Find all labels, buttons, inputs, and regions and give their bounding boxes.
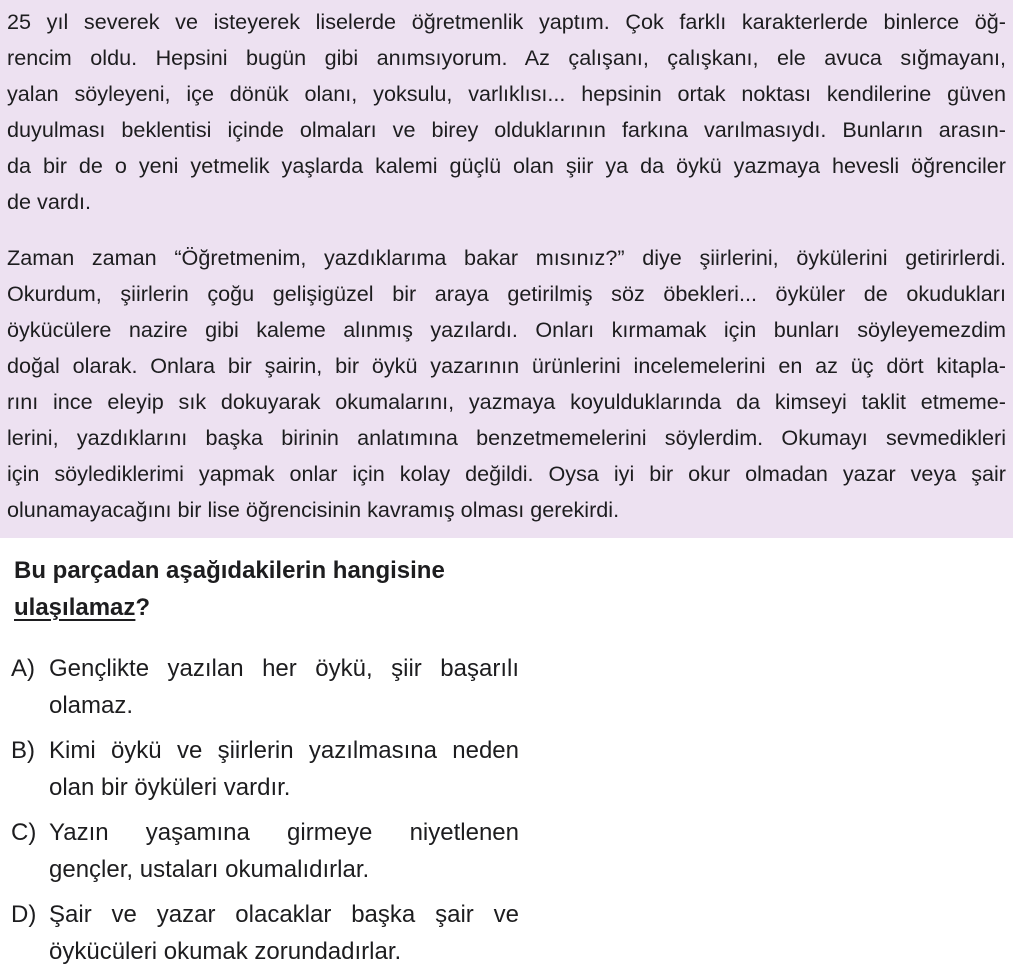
paragraph-line: lerini, yazdıklarını başka birinin anlatımına benzetmemelerini söylerdim. Okumayı sevmedikleri — [7, 425, 1006, 450]
question-line-2 — [14, 589, 534, 626]
paragraph-line: için söylediklerimi yapmak onlar için kolay değildi. Oysa iyi bir okur olmadan yazar veya şair — [7, 461, 1006, 486]
paragraph-line: yalan söyleyeni, içe dönük olanı, yoksulu, varlıklısı... hepsinin ortak noktası kendilerine güven — [7, 81, 1006, 106]
option-letter: B) — [11, 737, 35, 764]
paragraph-line: da bir de o yeni yetmelik yaşlarda kalemi güçlü olan şiir ya da öykü yazmaya hevesli öğrenciler — [7, 153, 1006, 178]
question-mark: ? — [135, 594, 151, 621]
question-stem — [14, 552, 534, 626]
option-text-line: olamaz. — [49, 692, 134, 719]
paragraph-line: Zaman zaman “Öğretmenim, yazdıklarıma bakar mısınız?” diye şiirlerini, öykülerini getirirlerdi. — [7, 245, 1006, 270]
question-line: Bu parçadan aşağıdakilerin hangisine — [14, 557, 445, 584]
paragraph-line: olunamayacağını bir lise öğrencisinin kavramış olması gerekirdi. — [7, 497, 620, 522]
option-text-line: Şair ve yazar olacaklar başka şair ve — [49, 901, 519, 928]
paragraph-line: 25 yıl severek ve isteyerek liselerde öğretmenlik yaptım. Çok farklı karakterlerde binlerce öğ- — [7, 9, 1006, 34]
question-underlined-word: ulaşılamaz — [14, 594, 136, 621]
option-text-line: öykücüleri okumak zorundadırlar. — [49, 938, 402, 965]
paragraph-line: rını ince eleyip sık dokuyarak okumalarını, yazmaya koyulduklarında da kimseyi taklit etmeme- — [7, 389, 1006, 414]
option-text-line: olan bir öyküleri vardır. — [49, 774, 291, 801]
paragraph-line: rencim oldu. Hepsini bugün gibi anımsıyorum. Az çalışanı, çalışkanı, ele avuca sığmayanı, — [7, 45, 1006, 70]
paragraph-line: duyulması beklentisi içinde olmaları ve birey olduklarının farkına varılmasıydı. Bunların arasın- — [7, 117, 1006, 142]
option-text-line: Kimi öykü ve şiirlerin yazılmasına neden — [49, 737, 519, 764]
option-text-line: Yazın yaşamına girmeye niyetlenen — [49, 819, 519, 846]
paragraph-line: de vardı. — [7, 189, 92, 214]
option-text-line: Gençlikte yazılan her öykü, şiir başarılı — [49, 655, 519, 682]
option-text-line: gençler, ustaları okumalıdırlar. — [49, 856, 370, 883]
paragraph-line: Okurdum, şiirlerin çoğu gelişigüzel bir araya getirilmiş söz öbekleri... öyküler de okudukları — [7, 281, 1006, 306]
option-letter: A) — [11, 655, 35, 682]
paragraph-line: öykücülere nazire gibi kaleme alınmış yazılardı. Onları kırmamak için bunları söyleyemezdim — [7, 317, 1006, 342]
option-letter: C) — [11, 819, 37, 846]
paragraph-line: doğal olarak. Onlara bir şairin, bir öykü yazarının ürünlerini incelemelerini en az üç dört kitapla- — [7, 353, 1006, 378]
option-letter: D) — [11, 901, 37, 928]
